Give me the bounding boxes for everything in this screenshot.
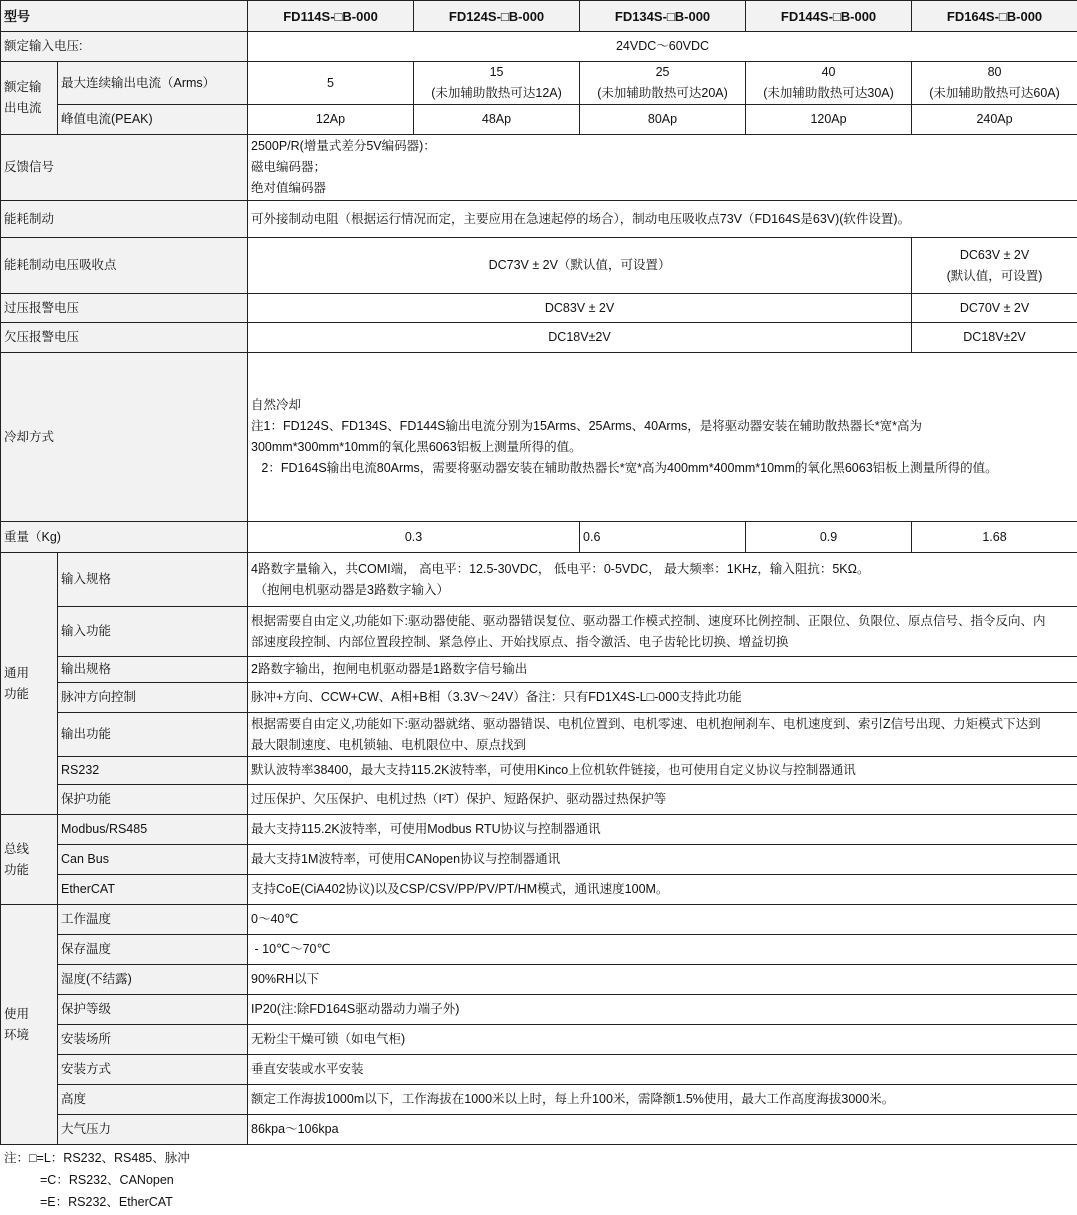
row-value: 额定工作海拔1000m以下，工作海拔在1000米以上时，每上升100米，需降额1.5%使用，最大工作高度海拔3000米。 (248, 1085, 1077, 1115)
group-label (1, 62, 58, 135)
group-label-line: 使用 (4, 1004, 54, 1025)
braking-voltage-row (1, 238, 1077, 294)
row-value-164: DC70V ± 2V (912, 294, 1077, 323)
row-label: 欠压报警电压 (1, 323, 248, 353)
current-note: (未加辅助散热可达30A) (749, 83, 908, 104)
row-value (248, 713, 1077, 757)
row-label: 高度 (58, 1085, 248, 1115)
peak-current-row (1, 105, 1077, 135)
row-label: 保存温度 (58, 935, 248, 965)
env-row (1, 1025, 1077, 1055)
bus-row (1, 815, 1077, 845)
general-row (1, 683, 1077, 713)
text-line: 自然冷却 (251, 395, 1074, 416)
footnote-line: 注：□=L：RS232、RS485、脉冲 (4, 1147, 1073, 1169)
row-value-164: DC18V±2V (912, 323, 1077, 353)
row-value: 最大支持1M波特率，可使用CANopen协议与控制器通讯 (248, 845, 1077, 875)
group-label (1, 553, 58, 815)
current-value: 15 (417, 62, 576, 83)
row-label: 湿度(不结露) (58, 965, 248, 995)
group-label-line: 功能 (4, 684, 54, 705)
row-value: 最大支持115.2K波特率，可使用Modbus RTU协议与控制器通讯 (248, 815, 1077, 845)
group-label (1, 815, 58, 905)
row-label: Modbus/RS485 (58, 815, 248, 845)
row-label: 输入规格 (58, 553, 248, 607)
row-label: 能耗制动 (1, 201, 248, 238)
row-value: 过压保护、欠压保护、电机过热（I²T）保护、短路保护、驱动器过热保护等 (248, 785, 1077, 815)
row-label: 输出功能 (58, 713, 248, 757)
row-label: 脉冲方向控制 (58, 683, 248, 713)
model-label: 型号 (1, 1, 248, 32)
text-line: （抱闸电机驱动器是3路数字输入） (251, 580, 1074, 601)
model-header: FD144S-□B-000 (746, 1, 912, 32)
peak-value: 240Ap (912, 105, 1077, 135)
feedback-row (1, 135, 1077, 201)
overvoltage-row (1, 294, 1077, 323)
model-header: FD164S-□B-000 (912, 1, 1077, 32)
current-cell (580, 62, 746, 105)
row-value-164 (912, 238, 1077, 294)
group-label-line: 环境 (4, 1025, 54, 1046)
row-value: 0～40℃ (248, 905, 1077, 935)
text-line: 磁电编码器； (251, 157, 1074, 178)
general-row (1, 607, 1077, 657)
model-header: FD114S-□B-000 (248, 1, 414, 32)
peak-value: 12Ap (248, 105, 414, 135)
general-row (1, 657, 1077, 683)
text-line: (默认值，可设置) (915, 266, 1074, 287)
current-value: 40 (749, 62, 908, 83)
row-label: 最大连续输出电流（Arms） (58, 62, 248, 105)
group-label-line: 通用 (4, 663, 54, 684)
text-line: 注1：FD124S、FD134S、FD144S输出电流分别为15Arms、25Arms、40Arms，是将驱动器安装在辅助散热器长*宽*高为 (251, 416, 1074, 437)
row-value: IP20(注:除FD164S驱动器动力端子外) (248, 995, 1077, 1025)
row-label: 反馈信号 (1, 135, 248, 201)
text-line: 根据需要自由定义,功能如下:驱动器就绪、驱动器错误、电机位置到、电机零速、电机抱闸刹车、电机速度到、索引Z信号出现、力矩模式下达到 (251, 714, 1074, 735)
row-value: 可外接制动电阻（根据运行情况而定，主要应用在急速起停的场合），制动电压吸收点73V（FD164S是63V)(软件设置)。 (248, 201, 1077, 238)
text-line: 300mm*300mm*10mm的氧化黑6063铝板上测量所得的值。 (251, 437, 1074, 458)
max-current-row (1, 62, 1077, 105)
weight-row (1, 522, 1077, 553)
row-value (248, 553, 1077, 607)
row-label: 重量（Kg) (1, 522, 248, 553)
row-value: 2路数字输出，抱闸电机驱动器是1路数字信号输出 (248, 657, 1077, 683)
env-row (1, 935, 1077, 965)
row-label: 工作温度 (58, 905, 248, 935)
row-label: 输出规格 (58, 657, 248, 683)
row-label: 能耗制动电压吸收点 (1, 238, 248, 294)
group-label-line: 出电流 (4, 98, 54, 119)
weight-value: 0.9 (746, 522, 912, 553)
cooling-row (1, 353, 1077, 522)
group-label-line: 功能 (4, 860, 54, 881)
text-line: 2500P/R(增量式差分5V编码器)： (251, 136, 1074, 157)
group-label (1, 905, 58, 1145)
row-label: RS232 (58, 757, 248, 785)
row-label: 安装场所 (58, 1025, 248, 1055)
row-value: 90%RH以下 (248, 965, 1077, 995)
row-value: 脉冲+方向、CCW+CW、A相+B相（3.3V～24V）备注：只有FD1X4S-L□-000支持此功能 (248, 683, 1077, 713)
row-value: 垂直安装或水平安装 (248, 1055, 1077, 1085)
peak-value: 120Ap (746, 105, 912, 135)
peak-value: 48Ap (414, 105, 580, 135)
row-value: - 10℃～70℃ (248, 935, 1077, 965)
env-row (1, 1085, 1077, 1115)
group-label-line: 总线 (4, 839, 54, 860)
group-label-line: 额定输 (4, 77, 54, 98)
row-label: Can Bus (58, 845, 248, 875)
current-value: 5 (251, 73, 410, 94)
env-row (1, 995, 1077, 1025)
row-label: 峰值电流(PEAK) (58, 105, 248, 135)
text-line: DC63V ± 2V (915, 245, 1074, 266)
text-line: 绝对值编码器 (251, 178, 1074, 199)
current-value: 25 (583, 62, 742, 83)
weight-value: 1.68 (912, 522, 1077, 553)
header-row (1, 1, 1077, 32)
row-label: 冷却方式 (1, 353, 248, 522)
general-row (1, 785, 1077, 815)
current-note: (未加辅助散热可达12A) (417, 83, 576, 104)
row-value: DC73V ± 2V（默认值，可设置） (248, 238, 912, 294)
footnote-line: =C：RS232、CANopen (4, 1169, 1073, 1191)
model-header: FD134S-□B-000 (580, 1, 746, 32)
env-row (1, 965, 1077, 995)
row-value: 无粉尘干燥可锁（如电气柜) (248, 1025, 1077, 1055)
row-value: DC83V ± 2V (248, 294, 912, 323)
text-line: 2：FD164S输出电流80Arms，需要将驱动器安装在辅助散热器长*宽*高为400mm*400mm*10mm的氧化黑6063铝板上测量所得的值。 (251, 458, 1074, 479)
text-line: 4路数字量输入，共COMI端， 高电平：12.5-30VDC， 低电平：0-5VDC， 最大频率：1KHz，输入阻抗：5KΩ。 (251, 559, 1074, 580)
row-value (248, 353, 1077, 522)
row-label: 过压报警电压 (1, 294, 248, 323)
env-row (1, 1115, 1077, 1145)
bus-row (1, 845, 1077, 875)
current-cell (414, 62, 580, 105)
current-note: (未加辅助散热可达20A) (583, 83, 742, 104)
bus-row (1, 875, 1077, 905)
footnote-line: =E：RS232、EtherCAT (4, 1191, 1073, 1213)
text-line: 部速度段控制、内部位置段控制、紧急停止、开始找原点、指令激活、电子齿轮比切换、增益切换 (251, 632, 1074, 653)
env-row (1, 1055, 1077, 1085)
row-label: 保护等级 (58, 995, 248, 1025)
current-note: (未加辅助散热可达60A) (915, 83, 1074, 104)
text-line: 根据需要自由定义,功能如下:驱动器使能、驱动器错误复位、驱动器工作模式控制、速度环比例控制、正限位、负限位、原点信号、指令反向、内 (251, 611, 1074, 632)
general-row (1, 553, 1077, 607)
row-value (248, 135, 1077, 201)
undervoltage-row (1, 323, 1077, 353)
footnotes (0, 1145, 1077, 1215)
row-label: EtherCAT (58, 875, 248, 905)
current-cell (746, 62, 912, 105)
general-row (1, 757, 1077, 785)
env-row (1, 905, 1077, 935)
row-label: 安装方式 (58, 1055, 248, 1085)
text-line: 最大限制速度、电机锁轴、电机限位中、原点找到 (251, 735, 1074, 756)
row-label: 输入功能 (58, 607, 248, 657)
row-label: 保护功能 (58, 785, 248, 815)
row-value: 86kpa～106kpa (248, 1115, 1077, 1145)
braking-row (1, 201, 1077, 238)
input-voltage-row (1, 32, 1077, 62)
peak-value: 80Ap (580, 105, 746, 135)
current-value: 80 (915, 62, 1074, 83)
weight-value: 0.3 (248, 522, 580, 553)
row-value: 24VDC～60VDC (248, 32, 1077, 62)
row-label: 大气压力 (58, 1115, 248, 1145)
row-value (248, 607, 1077, 657)
current-cell (912, 62, 1077, 105)
current-cell (248, 62, 414, 105)
model-header: FD124S-□B-000 (414, 1, 580, 32)
row-value: 默认波特率38400，最大支持115.2K波特率，可使用Kinco上位机软件链接，也可使用自定义协议与控制器通讯 (248, 757, 1077, 785)
row-value: DC18V±2V (248, 323, 912, 353)
general-row (1, 713, 1077, 757)
row-value: 支持CoE(CiA402协议)以及CSP/CSV/PP/PV/PT/HM模式，通讯速度100M。 (248, 875, 1077, 905)
row-label: 额定输入电压: (1, 32, 248, 62)
weight-value: 0.6 (580, 522, 746, 553)
